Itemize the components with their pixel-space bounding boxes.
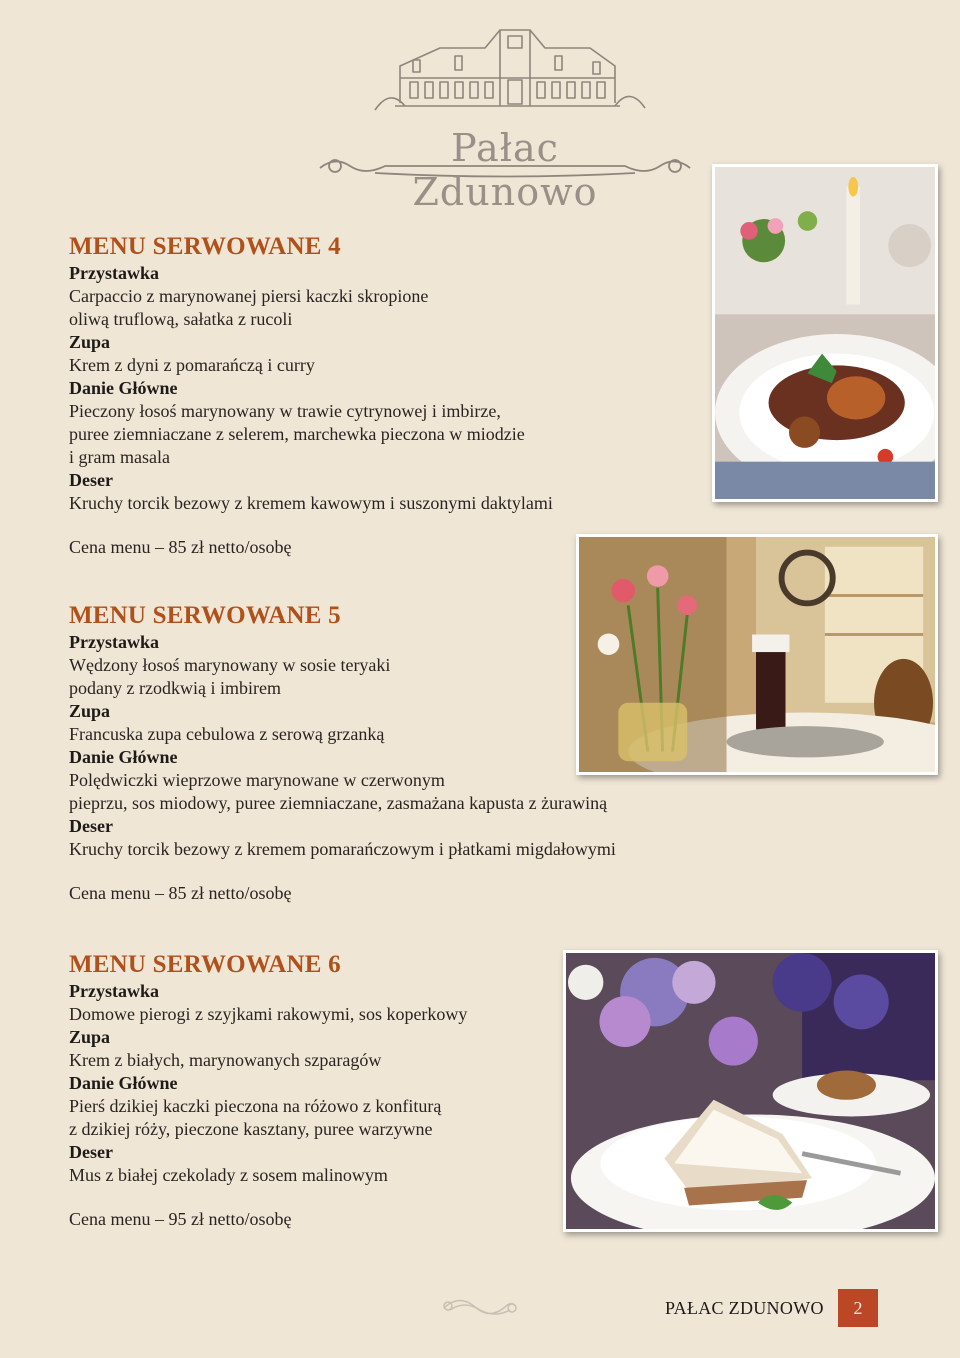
dish-line: Polędwiczki wieprzowe marynowane w czerwonym bbox=[69, 770, 445, 790]
course-name: Deser bbox=[69, 816, 113, 836]
dish-line: Domowe pierogi z szyjkami rakowymi, sos koperkowy bbox=[69, 1004, 468, 1024]
course-name: Deser bbox=[69, 470, 113, 490]
logo-name: Pałac Zdunowo bbox=[412, 126, 598, 214]
menu-section-5 bbox=[69, 601, 616, 905]
menu-price: Cena menu – 85 zł netto/osobę bbox=[69, 537, 292, 557]
course-name: Zupa bbox=[69, 1027, 111, 1047]
photo-table-setting bbox=[576, 534, 938, 775]
dish-line: Krem z dyni z pomarańczą i curry bbox=[69, 355, 315, 375]
menu-title: MENU SERWOWANE 6 bbox=[69, 951, 341, 978]
course-name: Danie Główne bbox=[69, 378, 178, 398]
course-name: Przystawka bbox=[69, 632, 159, 652]
dish-line: podany z rzodkwią i imbirem bbox=[69, 678, 281, 698]
course-name: Danie Główne bbox=[69, 1073, 178, 1093]
course-name: Danie Główne bbox=[69, 747, 178, 767]
dish-line: Pieczony łosoś marynowany w trawie cytrynowej i imbirze, bbox=[69, 401, 501, 421]
menu-title: MENU SERWOWANE 4 bbox=[69, 233, 341, 260]
menu-title: MENU SERWOWANE 5 bbox=[69, 602, 341, 629]
dish-line: Kruchy torcik bezowy z kremem kawowym i suszonymi daktylami bbox=[69, 493, 553, 513]
dish-line: Carpaccio z marynowanej piersi kaczki skropione bbox=[69, 286, 429, 306]
page-number-badge: 2 bbox=[838, 1289, 878, 1327]
dish-line: Mus z białej czekolady z sosem malinowym bbox=[69, 1165, 388, 1185]
course-name: Przystawka bbox=[69, 263, 159, 283]
menu-price: Cena menu – 95 zł netto/osobę bbox=[69, 1209, 292, 1229]
dish-line: Pierś dzikiej kaczki pieczona na różowo z konfiturą bbox=[69, 1096, 442, 1116]
course-name: Deser bbox=[69, 1142, 113, 1162]
menu-section-6 bbox=[69, 950, 467, 1231]
dish-line: Kruchy torcik bezowy z kremem pomarańczowym i płatkami migdałowymi bbox=[69, 839, 616, 859]
photo-plated-dish bbox=[712, 164, 938, 502]
dish-line: puree ziemniaczane z selerem, marchewka pieczona w miodzie bbox=[69, 424, 525, 444]
dish-line: Krem z białych, marynowanych szparagów bbox=[69, 1050, 382, 1070]
palace-logo bbox=[315, 18, 695, 214]
dish-line: oliwą truflową, sałatka z rucoli bbox=[69, 309, 293, 329]
course-name: Zupa bbox=[69, 332, 111, 352]
dish-line: i gram masala bbox=[69, 447, 170, 467]
course-name: Przystawka bbox=[69, 981, 159, 1001]
footer-brand: PAŁAC ZDUNOWO bbox=[665, 1298, 824, 1318]
flourish-ornament-icon bbox=[440, 1292, 520, 1322]
photo-dessert-flowers bbox=[563, 950, 938, 1232]
course-name: Zupa bbox=[69, 701, 111, 721]
menu-section-4 bbox=[69, 232, 553, 559]
menu-price: Cena menu – 85 zł netto/osobę bbox=[69, 883, 292, 903]
dish-line: Wędzony łosoś marynowany w sosie teryaki bbox=[69, 655, 391, 675]
dish-line: pieprzu, sos miodowy, puree ziemniaczane, zasmażana kapusta z żurawiną bbox=[69, 793, 608, 813]
dish-line: Francuska zupa cebulowa z serową grzanką bbox=[69, 724, 385, 744]
dish-line: z dzikiej róży, pieczone kasztany, puree warzywne bbox=[69, 1119, 433, 1139]
